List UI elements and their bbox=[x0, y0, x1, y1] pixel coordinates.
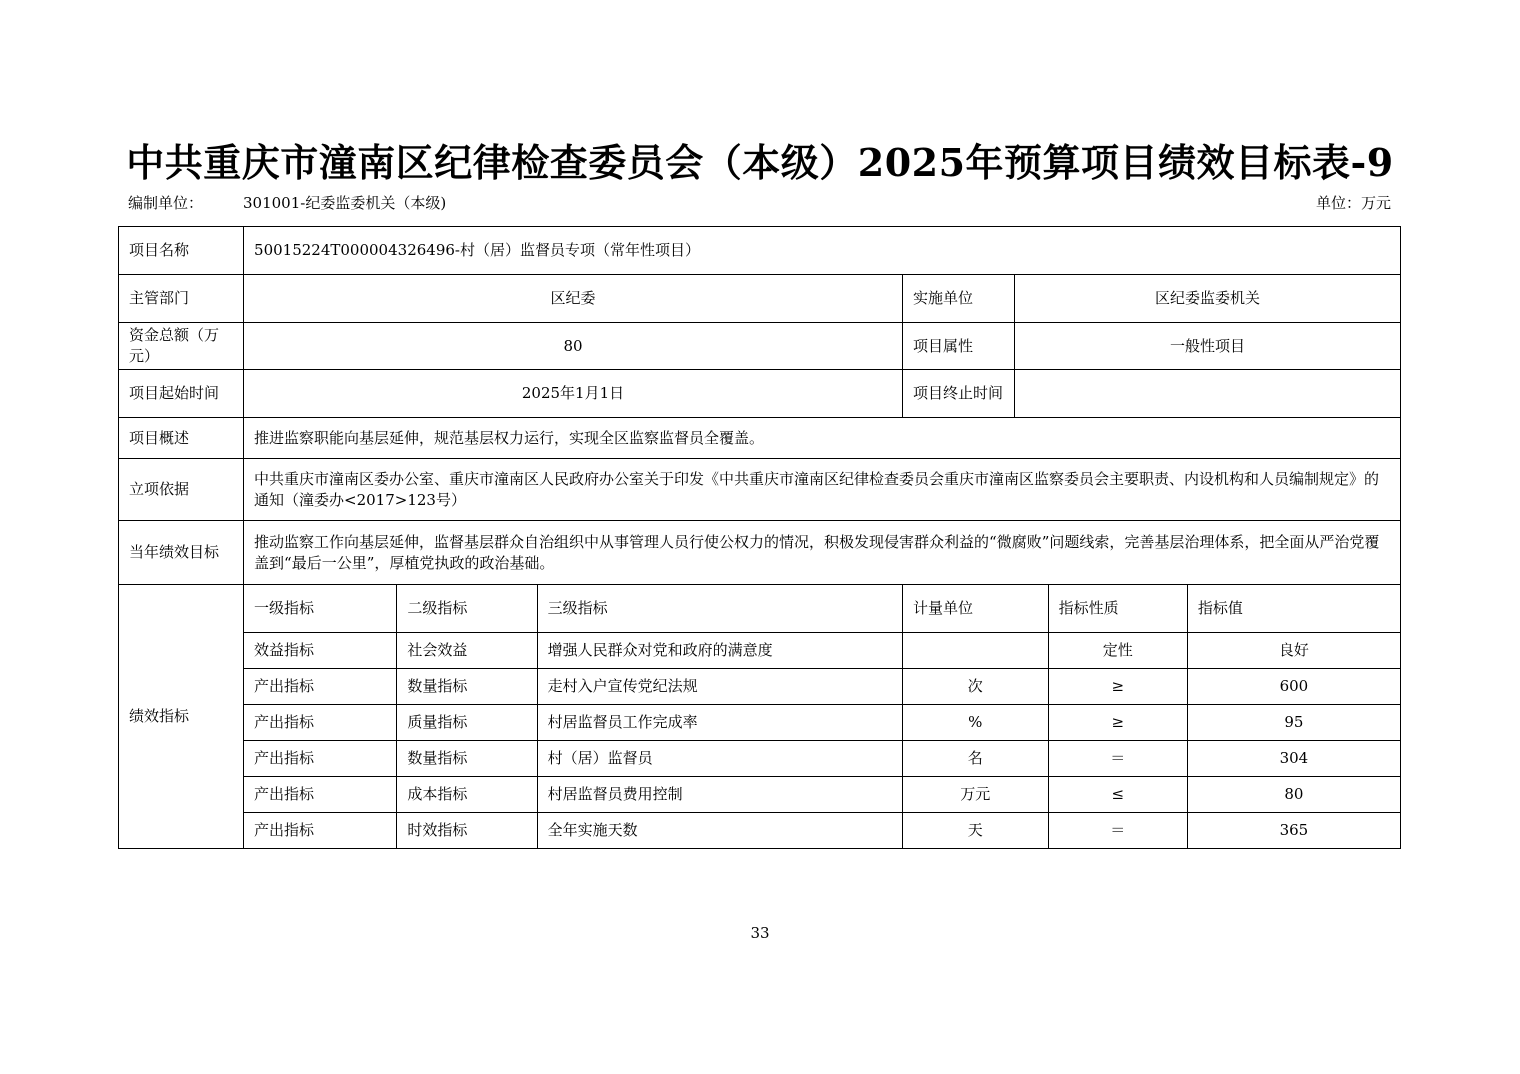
start-value: 2025年1月1日 bbox=[244, 370, 903, 418]
indicators-label: 绩效指标 bbox=[119, 585, 244, 849]
level1-cell: 产出指标 bbox=[244, 705, 397, 741]
header-level3: 三级指标 bbox=[537, 585, 902, 633]
level3-cell: 增强人民群众对党和政府的满意度 bbox=[537, 633, 902, 669]
summary-label: 项目概述 bbox=[119, 418, 244, 459]
nature-cell: ＝ bbox=[1048, 813, 1187, 849]
level3-cell: 村居监督员费用控制 bbox=[537, 777, 902, 813]
impl-unit-value: 区纪委监委机关 bbox=[1014, 275, 1400, 323]
nature-cell: ≤ bbox=[1048, 777, 1187, 813]
header-value: 指标值 bbox=[1187, 585, 1400, 633]
basis-label: 立项依据 bbox=[119, 459, 244, 521]
value-cell: 良好 bbox=[1187, 633, 1400, 669]
level1-cell: 产出指标 bbox=[244, 777, 397, 813]
indicator-header-row bbox=[119, 585, 1401, 633]
funds-value: 80 bbox=[244, 323, 903, 370]
period-row bbox=[119, 370, 1401, 418]
level2-cell: 时效指标 bbox=[397, 813, 537, 849]
funds-row bbox=[119, 323, 1401, 370]
header-level1: 一级指标 bbox=[244, 585, 397, 633]
table-row bbox=[119, 741, 1401, 777]
level2-cell: 数量指标 bbox=[397, 741, 537, 777]
table-row bbox=[119, 705, 1401, 741]
level3-cell: 全年实施天数 bbox=[537, 813, 902, 849]
value-cell: 80 bbox=[1187, 777, 1400, 813]
goal-value: 推动监察工作向基层延伸，监督基层群众自治组织中从事管理人员行使公权力的情况，积极发现侵害群众利益的“微腐败”问题线索，完善基层治理体系，把全面从严治党覆盖到“最后一公里”，厚植党执政的政治基础。 bbox=[244, 521, 1401, 585]
currency-unit: 单位：万元 bbox=[1315, 194, 1391, 212]
unit-cell: % bbox=[902, 705, 1048, 741]
unit-cell bbox=[902, 633, 1048, 669]
level3-cell: 村居监督员工作完成率 bbox=[537, 705, 902, 741]
page-title: 中共重庆市潼南区纪律检查委员会（本级）2025年预算项目绩效目标表-9 bbox=[126, 140, 1394, 185]
value-cell: 600 bbox=[1187, 669, 1400, 705]
basis-row bbox=[119, 459, 1401, 521]
header-nature: 指标性质 bbox=[1048, 585, 1187, 633]
unit-cell: 万元 bbox=[902, 777, 1048, 813]
nature-cell: ≥ bbox=[1048, 669, 1187, 705]
project-name-value: 50015224T000004326496-村（居）监督员专项（常年性项目） bbox=[244, 227, 1401, 275]
unit-cell: 名 bbox=[902, 741, 1048, 777]
summary-value: 推进监察职能向基层延伸，规范基层权力运行，实现全区监察监督员全覆盖。 bbox=[244, 418, 1401, 459]
value-cell: 365 bbox=[1187, 813, 1400, 849]
level2-cell: 质量指标 bbox=[397, 705, 537, 741]
end-label: 项目终止时间 bbox=[902, 370, 1014, 418]
attr-label: 项目属性 bbox=[902, 323, 1014, 370]
level3-cell: 走村入户宣传党纪法规 bbox=[537, 669, 902, 705]
value-cell: 304 bbox=[1187, 741, 1400, 777]
level1-cell: 产出指标 bbox=[244, 669, 397, 705]
level3-cell: 村（居）监督员 bbox=[537, 741, 902, 777]
level1-cell: 效益指标 bbox=[244, 633, 397, 669]
level1-cell: 产出指标 bbox=[244, 813, 397, 849]
table-row bbox=[119, 813, 1401, 849]
page-number: 33 bbox=[750, 924, 770, 942]
dept-label: 主管部门 bbox=[119, 275, 244, 323]
header-unit: 计量单位 bbox=[902, 585, 1048, 633]
level2-cell: 社会效益 bbox=[397, 633, 537, 669]
nature-cell: ＝ bbox=[1048, 741, 1187, 777]
level1-cell: 产出指标 bbox=[244, 741, 397, 777]
dept-value: 区纪委 bbox=[244, 275, 903, 323]
level2-cell: 数量指标 bbox=[397, 669, 537, 705]
nature-cell: ≥ bbox=[1048, 705, 1187, 741]
unit-cell: 次 bbox=[902, 669, 1048, 705]
end-value bbox=[1014, 370, 1400, 418]
goal-label: 当年绩效目标 bbox=[119, 521, 244, 585]
table-row bbox=[119, 669, 1401, 705]
project-name-label: 项目名称 bbox=[119, 227, 244, 275]
performance-table bbox=[118, 226, 1401, 849]
compiling-unit-label: 编制单位： bbox=[128, 194, 204, 212]
goal-row bbox=[119, 521, 1401, 585]
basis-value: 中共重庆市潼南区委办公室、重庆市潼南区人民政府办公室关于印发《中共重庆市潼南区纪律检查委员会重庆市潼南区监察委员会主要职责、内设机构和人员编制规定》的通知（潼委办<2017>123号） bbox=[244, 459, 1401, 521]
table-row bbox=[119, 777, 1401, 813]
value-cell: 95 bbox=[1187, 705, 1400, 741]
header-level2: 二级指标 bbox=[397, 585, 537, 633]
summary-row bbox=[119, 418, 1401, 459]
dept-row bbox=[119, 275, 1401, 323]
start-label: 项目起始时间 bbox=[119, 370, 244, 418]
project-name-row bbox=[119, 227, 1401, 275]
impl-unit-label: 实施单位 bbox=[902, 275, 1014, 323]
unit-cell: 天 bbox=[902, 813, 1048, 849]
funds-label: 资金总额（万元） bbox=[119, 323, 244, 370]
table-row bbox=[119, 633, 1401, 669]
nature-cell: 定性 bbox=[1048, 633, 1187, 669]
attr-value: 一般性项目 bbox=[1014, 323, 1400, 370]
level2-cell: 成本指标 bbox=[397, 777, 537, 813]
compiling-unit-value: 301001-纪委监委机关（本级) bbox=[243, 194, 447, 212]
